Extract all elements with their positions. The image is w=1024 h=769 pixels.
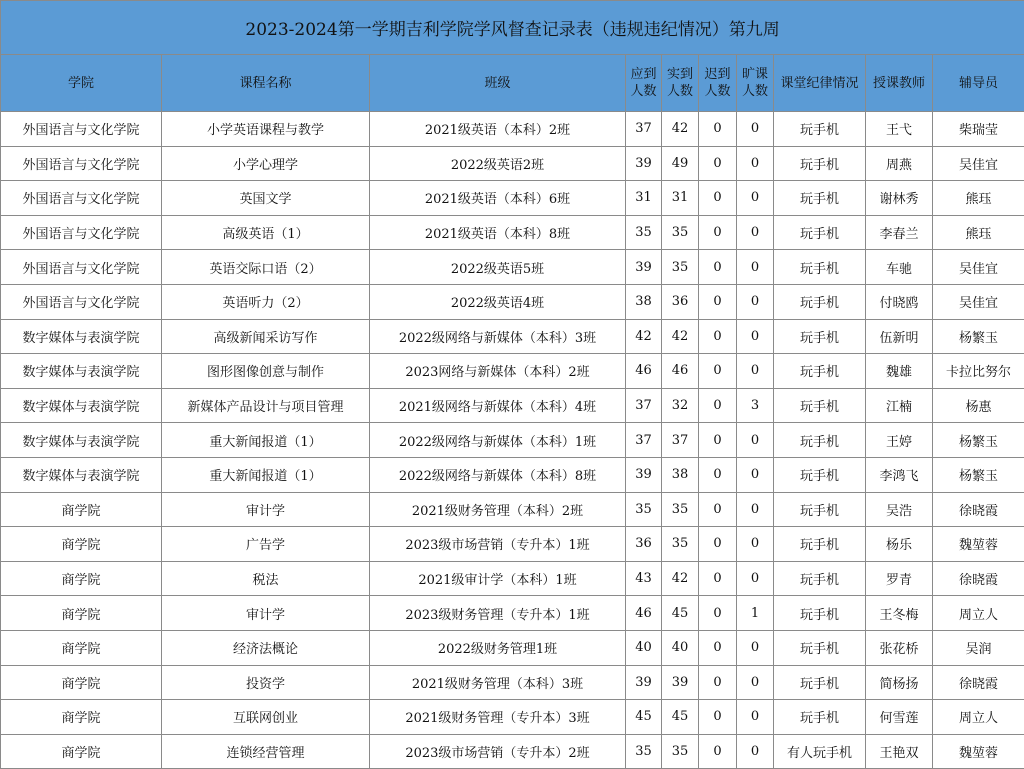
cell-expected: 39 [626,146,662,181]
cell-counselor: 卡拉比努尔 [933,354,1024,389]
cell-class: 2022级英语5班 [370,250,626,285]
cell-counselor: 杨繁玉 [933,319,1024,354]
cell-expected: 45 [626,700,662,735]
cell-course: 高级新闻采访写作 [162,319,370,354]
cell-counselor: 熊珏 [933,181,1024,216]
table-row [1,630,1024,665]
table-row [1,700,1024,735]
cell-actual: 35 [662,734,699,769]
cell-counselor: 熊珏 [933,215,1024,250]
cell-counselor: 周立人 [933,596,1024,631]
table-row [1,492,1024,527]
cell-college: 商学院 [1,700,162,735]
cell-absent: 0 [737,423,774,458]
cell-discipline: 玩手机 [774,181,866,216]
cell-college: 数字媒体与表演学院 [1,388,162,423]
cell-expected: 39 [626,665,662,700]
cell-counselor: 周立人 [933,700,1024,735]
cell-expected: 43 [626,561,662,596]
cell-course: 高级英语（1） [162,215,370,250]
cell-teacher: 张花桥 [866,630,933,665]
cell-late: 0 [699,423,737,458]
cell-late: 0 [699,734,737,769]
cell-discipline: 玩手机 [774,665,866,700]
cell-actual: 42 [662,112,699,147]
cell-absent: 0 [737,284,774,319]
cell-absent: 0 [737,734,774,769]
cell-late: 0 [699,665,737,700]
cell-absent: 0 [737,492,774,527]
cell-course: 重大新闻报道（1） [162,423,370,458]
cell-teacher: 吴浩 [866,492,933,527]
cell-college: 商学院 [1,630,162,665]
cell-expected: 39 [626,457,662,492]
cell-teacher: 江楠 [866,388,933,423]
cell-absent: 0 [737,319,774,354]
cell-expected: 35 [626,492,662,527]
cell-class: 2023级市场营销（专升本）1班 [370,527,626,562]
table-row [1,146,1024,181]
cell-discipline: 玩手机 [774,284,866,319]
cell-absent: 1 [737,596,774,631]
cell-late: 0 [699,492,737,527]
cell-college: 商学院 [1,665,162,700]
cell-discipline: 玩手机 [774,215,866,250]
cell-counselor: 吴佳宜 [933,146,1024,181]
cell-college: 外国语言与文化学院 [1,112,162,147]
cell-late: 0 [699,146,737,181]
cell-course: 小学英语课程与教学 [162,112,370,147]
cell-counselor: 杨惠 [933,388,1024,423]
header-class: 班级 [370,55,626,112]
cell-teacher: 何雪莲 [866,700,933,735]
cell-counselor: 杨繁玉 [933,457,1024,492]
cell-course: 小学心理学 [162,146,370,181]
cell-teacher: 谢林秀 [866,181,933,216]
cell-actual: 45 [662,700,699,735]
cell-class: 2023级财务管理（专升本）1班 [370,596,626,631]
cell-absent: 0 [737,215,774,250]
cell-college: 商学院 [1,561,162,596]
cell-class: 2022级网络与新媒体（本科）3班 [370,319,626,354]
cell-class: 2022级英语2班 [370,146,626,181]
cell-expected: 37 [626,388,662,423]
cell-class: 2021级财务管理（本科）2班 [370,492,626,527]
cell-teacher: 王艳双 [866,734,933,769]
cell-actual: 46 [662,354,699,389]
header-absent: 旷课 人数 [737,55,774,112]
table-row [1,423,1024,458]
cell-class: 2023级市场营销（专升本）2班 [370,734,626,769]
cell-discipline: 玩手机 [774,492,866,527]
cell-counselor: 魏堃蓉 [933,527,1024,562]
cell-actual: 45 [662,596,699,631]
cell-expected: 38 [626,284,662,319]
cell-counselor: 徐晓霞 [933,492,1024,527]
cell-discipline: 有人玩手机 [774,734,866,769]
cell-actual: 31 [662,181,699,216]
header-row [1,55,1024,112]
cell-absent: 3 [737,388,774,423]
cell-class: 2022级财务管理1班 [370,630,626,665]
cell-teacher: 罗青 [866,561,933,596]
cell-teacher: 伍新明 [866,319,933,354]
table-row [1,388,1024,423]
cell-discipline: 玩手机 [774,423,866,458]
cell-expected: 40 [626,630,662,665]
table-row [1,561,1024,596]
cell-late: 0 [699,596,737,631]
cell-counselor: 吴佳宜 [933,284,1024,319]
cell-teacher: 简杨扬 [866,665,933,700]
table-row [1,354,1024,389]
table-row [1,319,1024,354]
table-row [1,181,1024,216]
table-row [1,284,1024,319]
cell-late: 0 [699,354,737,389]
table-row [1,527,1024,562]
cell-college: 外国语言与文化学院 [1,146,162,181]
cell-discipline: 玩手机 [774,250,866,285]
cell-late: 0 [699,215,737,250]
cell-class: 2021级审计学（本科）1班 [370,561,626,596]
cell-expected: 36 [626,527,662,562]
cell-discipline: 玩手机 [774,112,866,147]
cell-discipline: 玩手机 [774,527,866,562]
cell-expected: 37 [626,423,662,458]
cell-actual: 38 [662,457,699,492]
cell-college: 外国语言与文化学院 [1,215,162,250]
header-expected: 应到 人数 [626,55,662,112]
cell-discipline: 玩手机 [774,354,866,389]
cell-class: 2021级财务管理（专升本）3班 [370,700,626,735]
cell-teacher: 王冬梅 [866,596,933,631]
cell-course: 税法 [162,561,370,596]
cell-teacher: 李春兰 [866,215,933,250]
cell-teacher: 李鸿飞 [866,457,933,492]
cell-class: 2023网络与新媒体（本科）2班 [370,354,626,389]
cell-actual: 49 [662,146,699,181]
table-row [1,250,1024,285]
table-row [1,112,1024,147]
cell-course: 图形图像创意与制作 [162,354,370,389]
cell-college: 外国语言与文化学院 [1,250,162,285]
header-late: 迟到 人数 [699,55,737,112]
header-actual: 实到 人数 [662,55,699,112]
table-row [1,457,1024,492]
cell-discipline: 玩手机 [774,700,866,735]
cell-course: 英国文学 [162,181,370,216]
cell-college: 外国语言与文化学院 [1,181,162,216]
cell-class: 2022级英语4班 [370,284,626,319]
cell-actual: 39 [662,665,699,700]
cell-absent: 0 [737,146,774,181]
cell-class: 2021级英语（本科）6班 [370,181,626,216]
cell-late: 0 [699,319,737,354]
title-row [1,1,1024,55]
cell-teacher: 王婷 [866,423,933,458]
cell-expected: 35 [626,215,662,250]
cell-actual: 37 [662,423,699,458]
cell-counselor: 徐晓霞 [933,665,1024,700]
cell-actual: 42 [662,561,699,596]
cell-discipline: 玩手机 [774,561,866,596]
cell-late: 0 [699,388,737,423]
cell-teacher: 杨乐 [866,527,933,562]
cell-actual: 35 [662,215,699,250]
cell-discipline: 玩手机 [774,630,866,665]
table-row [1,215,1024,250]
cell-college: 数字媒体与表演学院 [1,319,162,354]
cell-course: 广告学 [162,527,370,562]
cell-actual: 35 [662,250,699,285]
cell-course: 经济法概论 [162,630,370,665]
cell-discipline: 玩手机 [774,457,866,492]
cell-course: 新媒体产品设计与项目管理 [162,388,370,423]
cell-absent: 0 [737,112,774,147]
cell-college: 商学院 [1,596,162,631]
cell-college: 商学院 [1,527,162,562]
cell-absent: 0 [737,665,774,700]
cell-expected: 39 [626,250,662,285]
cell-late: 0 [699,457,737,492]
cell-course: 互联网创业 [162,700,370,735]
cell-course: 审计学 [162,492,370,527]
header-teacher: 授课教师 [866,55,933,112]
cell-expected: 46 [626,596,662,631]
cell-expected: 35 [626,734,662,769]
cell-late: 0 [699,112,737,147]
table-row [1,665,1024,700]
cell-counselor: 柴瑞莹 [933,112,1024,147]
cell-course: 英语交际口语（2） [162,250,370,285]
cell-absent: 0 [737,561,774,596]
cell-actual: 32 [662,388,699,423]
table-row [1,734,1024,769]
table-title: 2023-2024第一学期吉利学院学风督查记录表（违规违纪情况）第九周 [1,1,1024,55]
header-course: 课程名称 [162,55,370,112]
cell-absent: 0 [737,457,774,492]
cell-teacher: 王弋 [866,112,933,147]
cell-absent: 0 [737,630,774,665]
cell-class: 2022级网络与新媒体（本科）1班 [370,423,626,458]
cell-late: 0 [699,284,737,319]
cell-college: 数字媒体与表演学院 [1,423,162,458]
cell-expected: 42 [626,319,662,354]
cell-actual: 35 [662,527,699,562]
cell-college: 商学院 [1,492,162,527]
cell-absent: 0 [737,250,774,285]
cell-actual: 35 [662,492,699,527]
cell-absent: 0 [737,527,774,562]
cell-expected: 37 [626,112,662,147]
cell-course: 重大新闻报道（1） [162,457,370,492]
cell-late: 0 [699,181,737,216]
cell-class: 2021级财务管理（本科）3班 [370,665,626,700]
cell-late: 0 [699,250,737,285]
header-counselor: 辅导员 [933,55,1024,112]
cell-class: 2021级英语（本科）2班 [370,112,626,147]
cell-course: 审计学 [162,596,370,631]
cell-actual: 36 [662,284,699,319]
header-college: 学院 [1,55,162,112]
cell-college: 数字媒体与表演学院 [1,354,162,389]
cell-absent: 0 [737,700,774,735]
cell-counselor: 吴润 [933,630,1024,665]
cell-class: 2021级网络与新媒体（本科）4班 [370,388,626,423]
cell-teacher: 周燕 [866,146,933,181]
cell-counselor: 魏堃蓉 [933,734,1024,769]
cell-college: 数字媒体与表演学院 [1,457,162,492]
cell-class: 2021级英语（本科）8班 [370,215,626,250]
cell-teacher: 魏雄 [866,354,933,389]
cell-discipline: 玩手机 [774,146,866,181]
cell-actual: 40 [662,630,699,665]
cell-discipline: 玩手机 [774,596,866,631]
cell-college: 商学院 [1,734,162,769]
cell-absent: 0 [737,181,774,216]
cell-expected: 46 [626,354,662,389]
cell-discipline: 玩手机 [774,388,866,423]
cell-counselor: 徐晓霞 [933,561,1024,596]
cell-college: 外国语言与文化学院 [1,284,162,319]
table-row [1,596,1024,631]
cell-late: 0 [699,630,737,665]
cell-expected: 31 [626,181,662,216]
header-discipline: 课堂纪律情况 [774,55,866,112]
cell-discipline: 玩手机 [774,319,866,354]
cell-counselor: 吴佳宜 [933,250,1024,285]
cell-course: 连锁经营管理 [162,734,370,769]
cell-absent: 0 [737,354,774,389]
cell-late: 0 [699,561,737,596]
cell-late: 0 [699,527,737,562]
cell-counselor: 杨繁玉 [933,423,1024,458]
cell-class: 2022级网络与新媒体（本科）8班 [370,457,626,492]
cell-late: 0 [699,700,737,735]
cell-teacher: 车驰 [866,250,933,285]
cell-teacher: 付晓鸥 [866,284,933,319]
cell-actual: 42 [662,319,699,354]
cell-course: 英语听力（2） [162,284,370,319]
cell-course: 投资学 [162,665,370,700]
